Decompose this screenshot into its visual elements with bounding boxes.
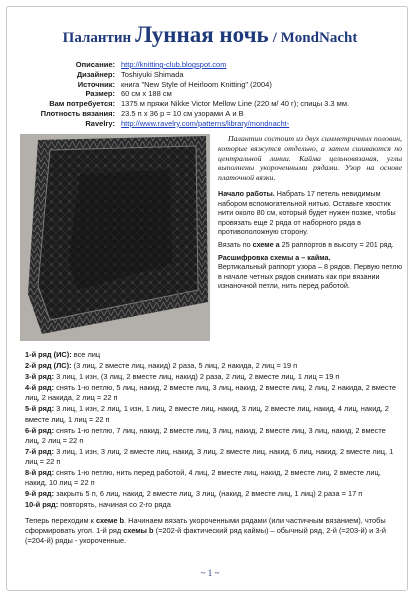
meta-key: Вам потребуется: (49, 99, 115, 109)
meta-row (20, 60, 410, 70)
meta-key: Плотность вязания: (40, 108, 115, 118)
row-text: снять 1-ю петлю, нить перед работой, 4 лиц, 2 вместе лиц, накид, 2 вместе лиц, 2 вместе лиц, накид, 10 лиц = 22 п (25, 468, 381, 488)
row-label: 10-й ряд: (25, 500, 59, 510)
foot-post: . Начинаем вязать укороченными рядами (или частичным вязанием), чтобы сформировать угол. 1-й ряд (25, 516, 386, 535)
row-instruction (25, 361, 397, 371)
meta-link[interactable]: http://www.ravelry.com/patterns/library/mondnacht- (121, 118, 290, 128)
row-instruction (25, 350, 397, 360)
meta-row (20, 99, 410, 109)
title-suffix: / MondNacht (272, 30, 358, 46)
row-text: снять 1-ю петлю, 7 лиц, накид, 2 вместе лиц, 3 лиц, накид, 2 вместе лиц, 3 лиц, накид, 2 вместе лиц, 2 лиц = 22 п (25, 425, 386, 445)
footer-paragraph (25, 516, 397, 545)
right-column (218, 134, 402, 294)
row-instruction (25, 468, 397, 488)
meta-key: Описание: (75, 60, 115, 69)
intro-paragraph: Палантин состоит из двух симметричных половин, которые вяжутся отдельно, а затем сшиваются по центральной линии. Кайма цельновязаная, углы выполнены укороченными рядами. Узор на основе платочной вязки. (218, 134, 402, 183)
shawl-photo (20, 134, 210, 341)
row-text: снять 1-ю петлю, 5 лиц, накид, 2 вместе лиц, 3 лиц, накид, 2 вместе лиц, 2 лиц, 2 накида, 2 вместе лиц, 2 накида, 2 лиц = 22 п (25, 383, 397, 403)
row-label: 3-й ряд: (25, 372, 55, 382)
foot-scheme2: схемы b (123, 525, 154, 535)
meta-key: Источник: (77, 79, 115, 89)
row-text: (3 лиц, 2 вместе лиц, накид) 2 раза, 5 лиц, 2 накида, 2 лиц = 19 п (71, 361, 298, 371)
row-instruction (25, 489, 397, 499)
row-text: 3 лиц, 1 изн, 3 лиц, 2 вместе лиц, накид, 3 лиц, 2 вместе лиц, накид, 6 лиц, накид, 2 вместе лиц, 1 лиц = 22 п (25, 446, 394, 466)
row-text: 3 лиц, 1 изн, 2 лиц, 1 изн, 1 лиц, 2 вместе лиц, накид, 3 лиц, 2 вместе лиц, накид, 4 лиц, накид, 2 вместе лиц, 1 лиц = 22 п (25, 404, 389, 424)
shawl-image (20, 134, 210, 341)
row-label: 7-й ряд: (25, 446, 55, 456)
row-label: 5-й ряд: (25, 404, 55, 414)
row-label: 4-й ряд: (25, 383, 55, 393)
meta-value: Toshiyuki Shimada (121, 69, 184, 79)
scheme-a-pre: Вязать по (218, 239, 253, 249)
row-label: 8-й ряд: (25, 468, 55, 478)
meta-value: 1375 м пряжи Nikke Victor Mellow Line (220 м/ 40 г); спицы 3.3 мм. (121, 99, 350, 109)
row-instruction (25, 404, 397, 424)
foot-pre: Теперь переходим к (25, 516, 96, 525)
meta-value: книга "New Style of Heirloom Knitting" (2004) (121, 79, 272, 89)
start-label: Начало работы. (218, 188, 275, 198)
decode-label: Расшифровка схемы а – кайма. (218, 252, 331, 262)
row-instruction (25, 372, 397, 382)
title-main: Лунная ночь (135, 22, 269, 47)
foot-scheme: схеме b (95, 516, 125, 525)
row-label: 2-й ряд (ЛС): (25, 361, 72, 371)
start-paragraph (218, 189, 402, 237)
row-label: 6-й ряд: (25, 425, 55, 435)
page-number: ~ 1 ~ (200, 568, 220, 578)
meta-row (20, 109, 410, 119)
meta-row (20, 80, 410, 90)
row-text: 3 лиц, 1 изн, (3 лиц, 2 вместе лиц, накид) 2 раза, 2 лиц, 2 вместе лиц, 1 лиц = 19 п (54, 372, 340, 382)
meta-value: 23.5 п x 36 р = 10 см узорами А и В (121, 108, 244, 118)
meta-row (20, 119, 410, 129)
row-instruction (25, 426, 397, 446)
row-text: повторять, начиная со 2-го ряда (58, 500, 171, 510)
foot-post2: (=202-й фактический ряд каймы) – обычный ряд, 2-й (=203-й) и 3-й (=204-й) ряды - укороченные. (25, 525, 387, 545)
row-instruction (25, 383, 397, 403)
meta-row (20, 70, 410, 80)
title-prefix: Палантин (62, 30, 132, 46)
scheme-a-paragraph (218, 240, 402, 250)
decode-paragraph (218, 253, 402, 291)
scheme-a-post: 25 раппортов в высоту = 201 ряд. (279, 239, 394, 249)
row-label: 1-й ряд (ИС): (25, 350, 72, 359)
meta-link[interactable]: http://knitting-club.blogspot.com (121, 60, 227, 69)
row-instruction (25, 500, 397, 510)
row-text: закрыть 5 п, 6 лиц, накид, 2 вместе лиц, 3 лиц, (накид, 2 вместе лиц, 1 лиц) 2 раза = 17 п (54, 489, 363, 499)
scheme-a-label: схеме а (252, 239, 280, 249)
row-instruction (25, 447, 397, 467)
start-text: Набрать 17 петель невидимым набором вспомогательной нитью. Оставьте хвостик нити около 80 см, который будет нужен позже, чтобы провязать еще 2 ряда от наборного ряда в противоположную сторону. (218, 188, 396, 237)
meta-row (20, 89, 410, 99)
meta-key: Размер: (85, 89, 115, 99)
row-label: 9-й ряд: (25, 489, 55, 499)
decode-text: Вертикальный раппорт узора – 8 рядов. Первую петлю в начале четных рядов снимать как при вязании изнаночной петли, нить перед работой. (218, 262, 402, 291)
row-text: все лиц (71, 350, 101, 359)
page-title (0, 22, 420, 48)
meta-table (20, 60, 410, 129)
meta-key: Дизайнер: (76, 69, 115, 79)
row-instructions (25, 350, 397, 511)
meta-value: 60 см x 188 см (121, 89, 172, 99)
meta-key: Ravelry: (85, 118, 115, 128)
